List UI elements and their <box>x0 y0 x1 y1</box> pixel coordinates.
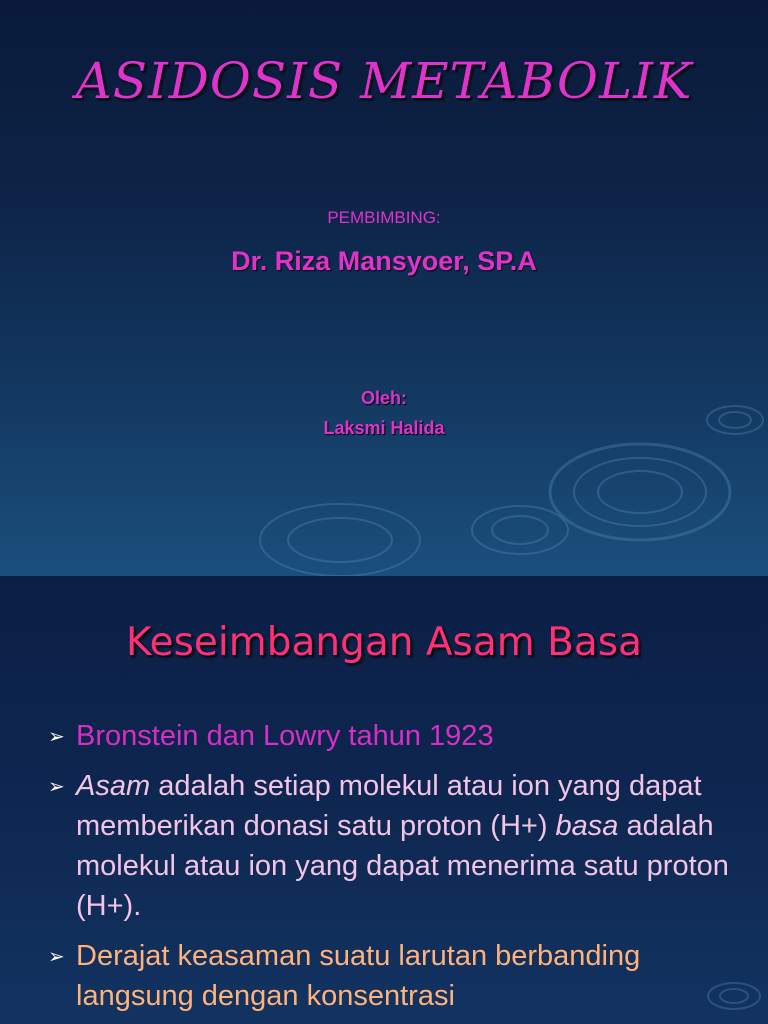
bullet-text: Derajat keasaman suatu larutan berbanding langsung dengan konsentrasi <box>76 940 641 1012</box>
emphasis-term-base: basa <box>555 810 619 842</box>
list-item <box>48 936 748 1016</box>
supervisor-label: PEMBIMBING: <box>327 208 441 227</box>
bullet-list <box>48 716 748 1024</box>
presentation-title: ASIDOSIS METABOLIK <box>75 52 693 110</box>
list-item <box>48 716 748 756</box>
author-name: Laksmi Halida <box>323 418 445 438</box>
slide-title: Keseimbangan Asam Basa <box>125 620 643 665</box>
bullet-text: adalah setiap molekul atau ion yang dapat memberikan donasi satu proton (H+) <box>76 770 702 842</box>
content-slide <box>0 576 768 1024</box>
bullet-text: Bronstein dan Lowry tahun 1923 <box>76 720 494 752</box>
author-label: Oleh: <box>360 388 407 408</box>
bullet-text: adalah molekul atau ion yang dapat menerima satu proton (H+). <box>76 810 729 922</box>
emphasis-term-acid: Asam <box>76 770 151 802</box>
list-item <box>48 766 748 926</box>
supervisor-name: Dr. Riza Mansyoer, SP.A <box>231 246 537 276</box>
arrow-bullet-icon: ➢ <box>48 724 65 748</box>
arrow-bullet-icon: ➢ <box>48 774 65 798</box>
arrow-bullet-icon: ➢ <box>48 944 65 968</box>
